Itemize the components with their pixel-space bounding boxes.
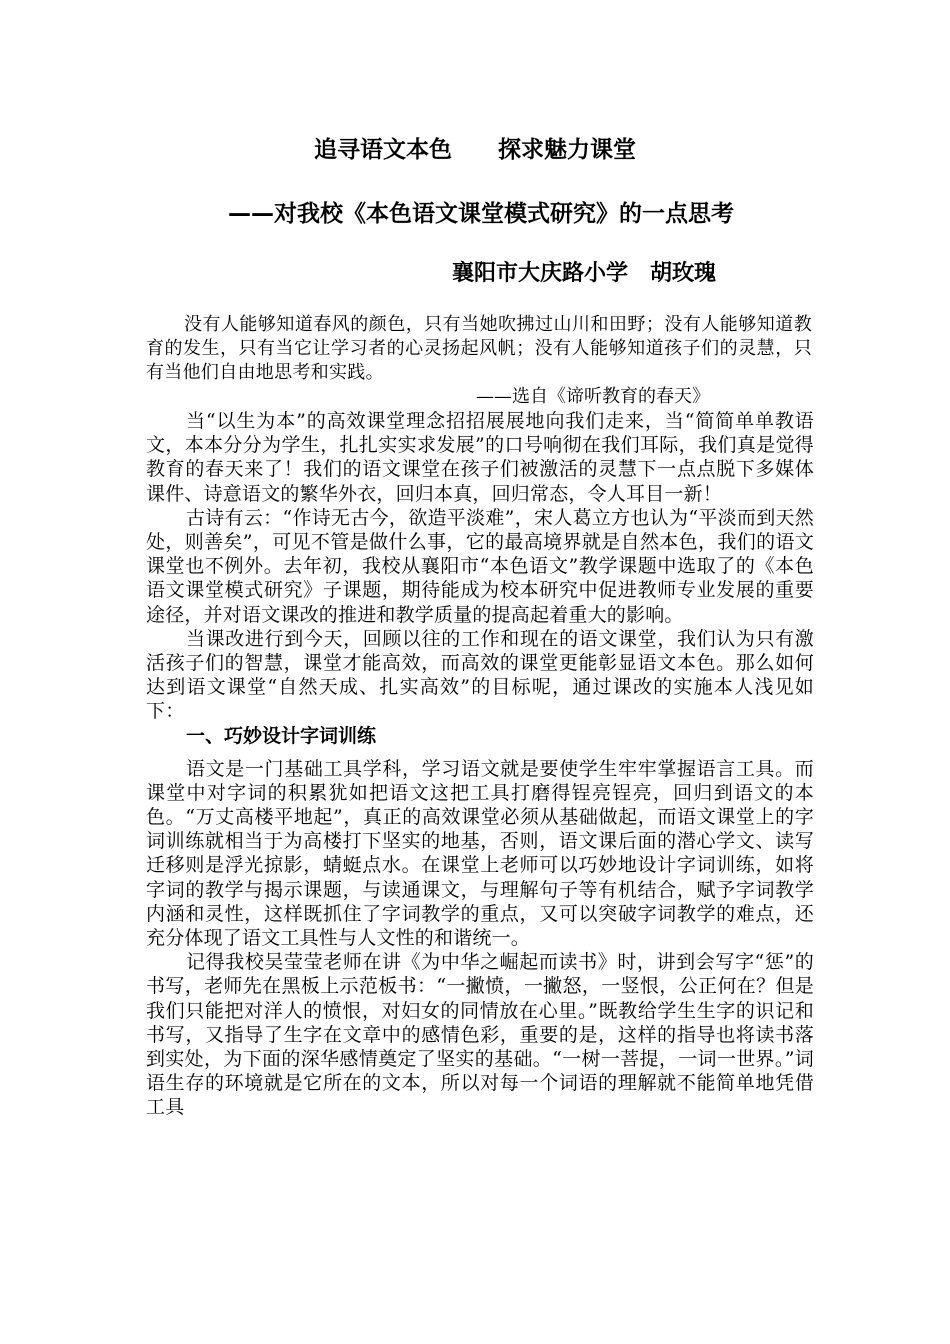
document-body	[146, 409, 814, 1120]
epigraph-source: ——选自《谛听教育的春天》	[476, 386, 710, 407]
document-author: 襄阳市大庆路小学 胡玫瑰	[452, 261, 717, 286]
section1-paragraph-1: 语文是一门基础工具学科，学习语文就是要使学生牢牢掌握语言工具。而课堂中对字词的积累犹如把语文这把工具打磨得锃亮锃亮，回归到语文的本色。“万丈高楼平地起”，真正的高效课堂必须从基础做起，而语文课堂上的字词训练就相当于为高楼打下坚实的地基，否则，语文课后面的潜心学文、读写迁移则是浮光掠影，蜻蜓点水。在课堂上老师可以巧妙地设计字词训练，如将字词的教学与揭示课题，与读通课文，与理解句子等有机结合，赋予字词教学内涵和灵性，这样既抓住了字词教学的重点，又可以突破字词教学的难点，还充分体现了语文工具性与人文性的和谐统一。	[146, 757, 814, 950]
document-title: 追寻语文本色 探求魅力课堂	[314, 137, 636, 163]
body-paragraph-1: 当“以生为本”的高效课堂理念招招展展地向我们走来，当“简简单单教语文，本本分分为学生，扎扎实实求发展”的口号响彻在我们耳际，我们真是觉得教育的春天来了！我们的语文课堂在孩子们被激活的灵慧下一点点脱下多媒体课件、诗意语文的繁华外衣，回归本真，回归常态，令人耳目一新！	[146, 410, 814, 505]
section1-paragraph-2: 记得我校吴莹莹老师在讲《为中华之崛起而读书》时，讲到会写字“惩”的书写，老师先在黑板上示范板书：“一撇愤，一撇怒，一竖恨，公正何在？但是我们只能把对洋人的愤恨，对妇女的同情放在心里。”既教给学生生字的识记和书写，又指导了生字在文章中的感情色彩，重要的是，这样的指导也将读书落到实处，为下面的深华感情奠定了坚实的基础。“一树一菩提，一词一世界。”词语生存的环境就是它所在的文本，所以对每一个词语的理解就不能简单地凭借工具	[146, 951, 814, 1119]
document-subtitle: ——对我校《本色语文课堂模式研究》的一点思考	[228, 201, 734, 227]
section-heading-1: 一、巧妙设计字词训练	[186, 724, 377, 747]
body-paragraph-2: 古诗有云：“作诗无古今，欲造平淡难”，宋人葛立方也认为“平淡而到天然处，则善矣”，可见不管是做什么事，它的最高境界就是自然本色，我们的语文课堂也不例外。去年初，我校从襄阳市“本色语文”教学课题中选取了的《本色语文课堂模式研究》子课题，期待能成为校本研究中促进教师专业发展的重要途径，并对语文课改的推进和教学质量的提高起着重大的影响。	[146, 506, 814, 626]
epigraph-text: 没有人能够知道春风的颜色，只有当她吹拂过山川和田野；没有人能够知道教育的发生，只有当它让学习者的心灵扬起风帆；没有人能够知道孩子们的灵慧，只有当他们自由地思考和实践。	[146, 314, 812, 383]
body-paragraph-3: 当课改进行到今天，回顾以往的工作和现在的语文课堂，我们认为只有激活孩子们的智慧，课堂才能高效，而高效的课堂更能彰显语文本色。那么如何达到语文课堂“自然天成、扎实高效”的目标呢，通过课改的实施本人浅见如下：	[146, 627, 814, 723]
